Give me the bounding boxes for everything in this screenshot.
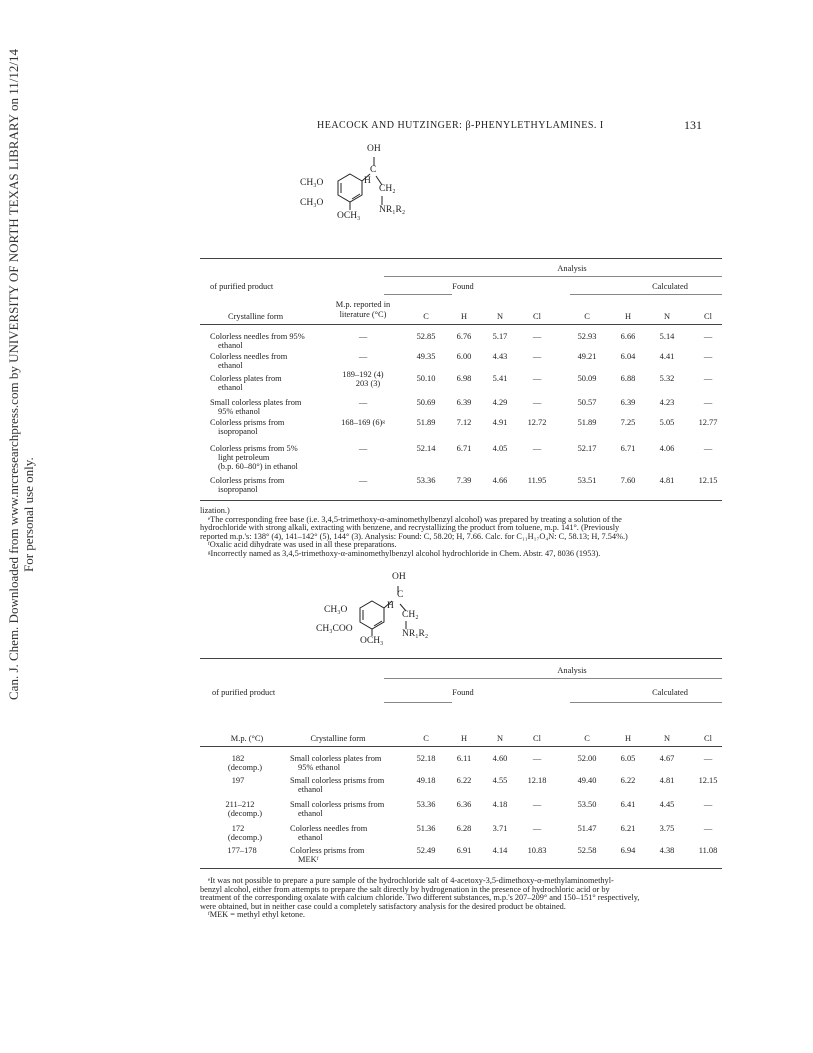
table-rule — [200, 258, 722, 259]
table-cell-found-cl: 12.72 — [527, 418, 547, 427]
footnote-line: ᶠMEK = methyl ethyl ketone. — [208, 910, 305, 920]
table-cell-calc-cl: 12.15 — [698, 476, 718, 485]
table-cell-mp: — — [358, 332, 368, 341]
table-cell-form: Colorless needles from — [290, 824, 368, 833]
table-cell-mp: 172 — [231, 824, 245, 833]
table-cell-found-cl: 10.83 — [527, 846, 547, 855]
table-cell-found-c: 52.49 — [416, 846, 436, 855]
table-cell-calc-cl: — — [703, 332, 713, 341]
table-cell-mp: (decomp.) — [227, 809, 263, 818]
table-cell-calc-c: 53.51 — [577, 476, 597, 485]
header-calc-c: C — [584, 734, 590, 743]
table-cell-mp: (decomp.) — [227, 763, 263, 772]
table-cell-calc-h: 6.21 — [620, 824, 636, 833]
table-cell-form: isopropanol — [218, 427, 258, 436]
table-cell-form: Small colorless plates from — [290, 754, 382, 763]
watermark-line-1: Can. J. Chem. Downloaded from www.nrcresearchpress.com by UNIVERSITY OF NORTH TEXAS LIBRARY on 11/12/14 — [6, 49, 21, 700]
table-cell-form: MEKᶠ — [298, 855, 319, 864]
hydrogen-label: H — [364, 176, 371, 186]
table-cell-found-c: 49.35 — [416, 352, 436, 361]
header-analysis: Analysis — [557, 264, 587, 273]
chemical-structure-1 — [290, 140, 420, 240]
table-cell-calc-h: 7.60 — [620, 476, 636, 485]
table-rule — [570, 294, 722, 295]
table-cell-found-h: 6.39 — [456, 398, 472, 407]
table-cell-calc-h: 6.41 — [620, 800, 636, 809]
table-cell-found-cl: 12.18 — [527, 776, 547, 785]
header-found-h: H — [460, 312, 468, 321]
table-cell-found-cl: — — [532, 754, 542, 763]
table-cell-found-h: 6.11 — [456, 754, 472, 763]
header-calc-cl: Cl — [704, 312, 712, 321]
table-cell-calc-c: 52.00 — [577, 754, 597, 763]
table-cell-form: Small colorless prisms from — [290, 800, 385, 809]
table-cell-form: (b.p. 60–80°) in ethanol — [218, 462, 298, 471]
table-cell-calc-cl: — — [703, 444, 713, 453]
header-found: Found — [452, 282, 474, 291]
header-crystalline-form: Crystalline form — [228, 312, 284, 321]
table-cell-found-cl: — — [532, 332, 542, 341]
table-cell-found-n: 4.05 — [492, 444, 508, 453]
table-cell-calc-h: 6.39 — [620, 398, 636, 407]
header-found-h: H — [460, 734, 468, 743]
header-calculated: Calculated — [652, 688, 688, 697]
table-cell-found-n: 4.66 — [492, 476, 508, 485]
footnote-line: ᵉIt was not possible to prepare a pure sample of the hydrochloride salt of 4-acetoxy-3,5-dimethoxy-α-methylaminomethyl- — [208, 876, 614, 885]
table-cell-form: Small colorless prisms from — [290, 776, 385, 785]
table-cell-found-cl: — — [532, 374, 542, 383]
table-cell-found-c: 52.85 — [416, 332, 436, 341]
table-cell-calc-n: 4.81 — [659, 776, 675, 785]
footnote-line: lization.) — [200, 506, 230, 515]
header-calc-n: N — [663, 312, 671, 321]
watermark-line-2: For personal use only. — [21, 457, 36, 572]
table-rule — [200, 746, 722, 747]
table-cell-mp: (decomp.) — [227, 833, 263, 842]
table-cell-calc-c: 53.50 — [577, 800, 597, 809]
table-cell-mp: — — [358, 444, 368, 453]
chemical-structure-2 — [316, 596, 462, 660]
header-mp-line1: M.p. reported in — [335, 300, 391, 309]
table-cell-mp: 189–192 (4) — [342, 370, 384, 379]
table-cell-found-cl: — — [532, 824, 542, 833]
table-cell-form: ethanol — [298, 809, 323, 818]
footnote-line: ᶠOxalic acid dihydrate was used in all these preparations. — [208, 540, 397, 550]
page-number: 131 — [684, 118, 702, 132]
table-cell-found-h: 6.00 — [456, 352, 472, 361]
analysis-table-1 — [200, 258, 722, 510]
download-watermark — [0, 0, 40, 1053]
footnote-line: ᵍIncorrectly named as 3,4,5-trimethoxy-α-aminomethylbenzyl alcohol hydrochloride in Chem. Abstr. 47, 8036 (1953). — [208, 548, 601, 558]
table-cell-found-n: 4.91 — [492, 418, 508, 427]
header-calc-h: H — [624, 312, 632, 321]
table-cell-form: Colorless prisms from 5% — [210, 444, 298, 453]
structure-1-bonds — [290, 140, 420, 240]
table-cell-calc-h: 6.71 — [620, 444, 636, 453]
footnote-line: treatment of the corresponding oxalate with calcium chloride. Two different substances, m.p.'s 207–209° and 150–151° respectively, — [200, 893, 640, 903]
header-found-n: N — [496, 734, 504, 743]
table-cell-found-h: 6.36 — [456, 800, 472, 809]
table-cell-form: ethanol — [298, 833, 323, 842]
table-cell-found-c: 49.18 — [416, 776, 436, 785]
table-cell-calc-c: 51.47 — [577, 824, 597, 833]
footnote-line: hydrochloride with strong alkali, extracting with benzene, and recrystallizing the product from toluene, m.p. 141°. (Previously — [200, 523, 620, 533]
table-cell-found-c: 52.14 — [416, 444, 436, 453]
table-cell-calc-n: 4.38 — [659, 846, 675, 855]
table-cell-calc-cl: 12.77 — [698, 418, 718, 427]
table-cell-found-cl: — — [532, 398, 542, 407]
oh-label: OH — [367, 144, 381, 154]
table-cell-calc-c: 52.58 — [577, 846, 597, 855]
table-cell-calc-n: 5.05 — [659, 418, 675, 427]
table-cell-calc-n: 4.41 — [659, 352, 675, 361]
structure-2-top — [392, 572, 432, 602]
header-found-cl: Cl — [533, 734, 541, 743]
table-cell-found-n: 4.14 — [492, 846, 508, 855]
running-title: HEACOCK AND HUTZINGER: β-PHENYLETHYLAMINES. I — [317, 120, 604, 131]
table-cell-calc-n: 5.14 — [659, 332, 675, 341]
header-crystalline-form: Crystalline form — [310, 734, 366, 743]
table-rule — [200, 324, 722, 325]
footnote-line: were obtained, but in neither case could a completely satisfactory analysis for the desired product be obtained. — [200, 901, 566, 911]
table-cell-form: ethanol — [218, 341, 243, 350]
footnotes-1 — [200, 507, 740, 559]
analysis-table-2 — [200, 658, 722, 870]
header-analysis: Analysis — [557, 666, 587, 675]
table-cell-calc-cl: — — [703, 800, 713, 809]
table-cell-calc-n: 4.67 — [659, 754, 675, 763]
header-mp: M.p. (°C) — [230, 734, 264, 743]
footnote-line: ᵉThe corresponding free base (i.e. 3,4,5-trimethoxy-α-aminomethylbenzyl alcohol) was prepared by treating a solution of the — [208, 514, 622, 524]
ch2-label: CH₂ — [379, 184, 396, 194]
table-cell-form: ethanol — [298, 785, 323, 794]
table-cell-found-h: 7.12 — [456, 418, 472, 427]
table-rule — [200, 868, 722, 869]
table-cell-form: ethanol — [218, 361, 243, 370]
header-found-cl: Cl — [533, 312, 541, 321]
table-cell-calc-h: 6.88 — [620, 374, 636, 383]
carbon-label: C — [397, 590, 404, 600]
table-cell-mp: 203 (3) — [355, 379, 381, 388]
table-rule — [384, 276, 722, 277]
hydrogen-label: H — [387, 601, 394, 611]
table-cell-found-n: 4.60 — [492, 754, 508, 763]
table-cell-form: ethanol — [218, 383, 243, 392]
header-calculated: Calculated — [652, 282, 688, 291]
table-cell-found-h: 6.76 — [456, 332, 472, 341]
table-cell-found-c: 50.69 — [416, 398, 436, 407]
table-cell-found-h: 6.28 — [456, 824, 472, 833]
table-cell-calc-c: 51.89 — [577, 418, 597, 427]
header-calc-h: H — [624, 734, 632, 743]
table-cell-form: Colorless prisms from — [290, 846, 365, 855]
table-cell-calc-cl: — — [703, 352, 713, 361]
table-cell-calc-cl: 11.08 — [698, 846, 718, 855]
table-cell-found-c: 50.10 — [416, 374, 436, 383]
header-found-c: C — [423, 312, 429, 321]
table-cell-form: isopropanol — [218, 485, 258, 494]
table-cell-calc-h: 6.04 — [620, 352, 636, 361]
table-cell-found-cl: — — [532, 352, 542, 361]
table-cell-form: Colorless prisms from — [210, 418, 285, 427]
table-cell-calc-cl: — — [703, 374, 713, 383]
table-cell-calc-n: 3.75 — [659, 824, 675, 833]
substituent-a: CH₃O — [300, 178, 324, 188]
table-cell-mp: 182 — [231, 754, 245, 763]
table-cell-form: Colorless needles from — [210, 352, 288, 361]
table-rule — [384, 294, 452, 295]
table-cell-found-h: 6.91 — [456, 846, 472, 855]
table-cell-mp: — — [358, 352, 368, 361]
table-cell-mp: 177–178 — [227, 846, 257, 855]
table-cell-calc-c: 52.93 — [577, 332, 597, 341]
table-cell-calc-cl: — — [703, 398, 713, 407]
table-cell-calc-h: 6.66 — [620, 332, 636, 341]
table-cell-mp: — — [358, 398, 368, 407]
amine-label: NR₁R₂ — [402, 629, 429, 639]
table-cell-calc-n: 4.45 — [659, 800, 675, 809]
table-cell-found-cl: — — [532, 444, 542, 453]
header-purified-product: of purified product — [212, 688, 276, 697]
table-cell-found-n: 4.55 — [492, 776, 508, 785]
amine-label: NR₁R₂ — [379, 205, 406, 215]
footnote-line: benzyl alcohol, either from attempts to prepare the salt directly by hydrogenation in the presence of hydrochloric acid or by — [200, 884, 610, 894]
table-cell-form: 95% ethanol — [298, 763, 341, 772]
table-cell-form: Colorless needles from 95% — [210, 332, 305, 341]
substituent-b: CH₃COO — [316, 624, 353, 634]
table-cell-calc-cl: 12.15 — [698, 776, 718, 785]
table-cell-found-c: 51.89 — [416, 418, 436, 427]
table-cell-found-n: 4.18 — [492, 800, 508, 809]
table-cell-found-c: 52.18 — [416, 754, 436, 763]
table-cell-found-h: 7.39 — [456, 476, 472, 485]
substituent-c: OCH₃ — [360, 636, 384, 646]
table-cell-calc-h: 6.05 — [620, 754, 636, 763]
table-cell-form: Colorless plates from — [210, 374, 282, 383]
table-cell-calc-c: 50.57 — [577, 398, 597, 407]
table-cell-mp: 211–212 — [225, 800, 255, 809]
table-cell-found-c: 53.36 — [416, 476, 436, 485]
table-rule — [384, 702, 452, 703]
table-cell-calc-c: 52.17 — [577, 444, 597, 453]
table-cell-calc-h: 7.25 — [620, 418, 636, 427]
table-cell-found-n: 5.17 — [492, 332, 508, 341]
table-cell-calc-n: 4.81 — [659, 476, 675, 485]
table-cell-form: 95% ethanol — [218, 407, 261, 416]
table-cell-mp: 197 — [231, 776, 245, 785]
header-calc-cl: Cl — [704, 734, 712, 743]
table-cell-calc-h: 6.94 — [620, 846, 636, 855]
table-cell-found-c: 51.36 — [416, 824, 436, 833]
table-cell-form: Colorless prisms from — [210, 476, 285, 485]
carbon-label: C — [370, 165, 377, 175]
header-purified-product: of purified product — [210, 282, 274, 291]
table-rule — [200, 658, 722, 659]
header-calc-c: C — [584, 312, 590, 321]
table-cell-found-h: 6.22 — [456, 776, 472, 785]
table-cell-calc-n: 4.06 — [659, 444, 675, 453]
table-cell-found-cl: 11.95 — [527, 476, 547, 485]
table-rule — [570, 702, 722, 703]
oh-label: OH — [392, 572, 406, 582]
header-found-n: N — [496, 312, 504, 321]
table-rule — [200, 500, 722, 501]
table-cell-found-h: 6.98 — [456, 374, 472, 383]
header-found: Found — [452, 688, 474, 697]
table-cell-found-n: 5.41 — [492, 374, 508, 383]
table-cell-calc-cl: — — [703, 754, 713, 763]
substituent-b: CH₃O — [300, 198, 324, 208]
table-cell-found-c: 53.36 — [416, 800, 436, 809]
table-cell-found-h: 6.71 — [456, 444, 472, 453]
substituent-a: CH₃O — [324, 605, 348, 615]
table-cell-calc-cl: — — [703, 824, 713, 833]
header-mp-line2: literature (°C) — [339, 310, 387, 319]
footnotes-2 — [200, 877, 740, 920]
table-cell-mp: 168–169 (6)ᵍ — [341, 418, 385, 427]
table-cell-mp: — — [358, 476, 368, 485]
header-calc-n: N — [663, 734, 671, 743]
table-rule — [384, 678, 722, 679]
header-found-c: C — [423, 734, 429, 743]
table-cell-calc-n: 4.23 — [659, 398, 675, 407]
table-cell-calc-c: 49.21 — [577, 352, 597, 361]
table-cell-found-n: 4.29 — [492, 398, 508, 407]
table-cell-found-cl: — — [532, 800, 542, 809]
substituent-c: OCH₃ — [337, 211, 361, 221]
table-cell-form: Small colorless plates from — [210, 398, 302, 407]
table-cell-calc-c: 50.09 — [577, 374, 597, 383]
table-cell-calc-h: 6.22 — [620, 776, 636, 785]
footnote-line: reported m.p.'s: 138° (4), 141–142° (5), 144° (3). Analysis: Found: C, 58.20; H, 7.66. Calc. for C₁₁H₁₇O₄N: C, 58.13; H, 7.54%.) — [200, 531, 628, 541]
ch2-label: CH₂ — [402, 610, 419, 620]
table-cell-calc-c: 49.40 — [577, 776, 597, 785]
table-cell-found-n: 4.43 — [492, 352, 508, 361]
table-cell-form: light petroleum — [218, 453, 270, 462]
table-cell-calc-n: 5.32 — [659, 374, 675, 383]
table-cell-found-n: 3.71 — [492, 824, 508, 833]
